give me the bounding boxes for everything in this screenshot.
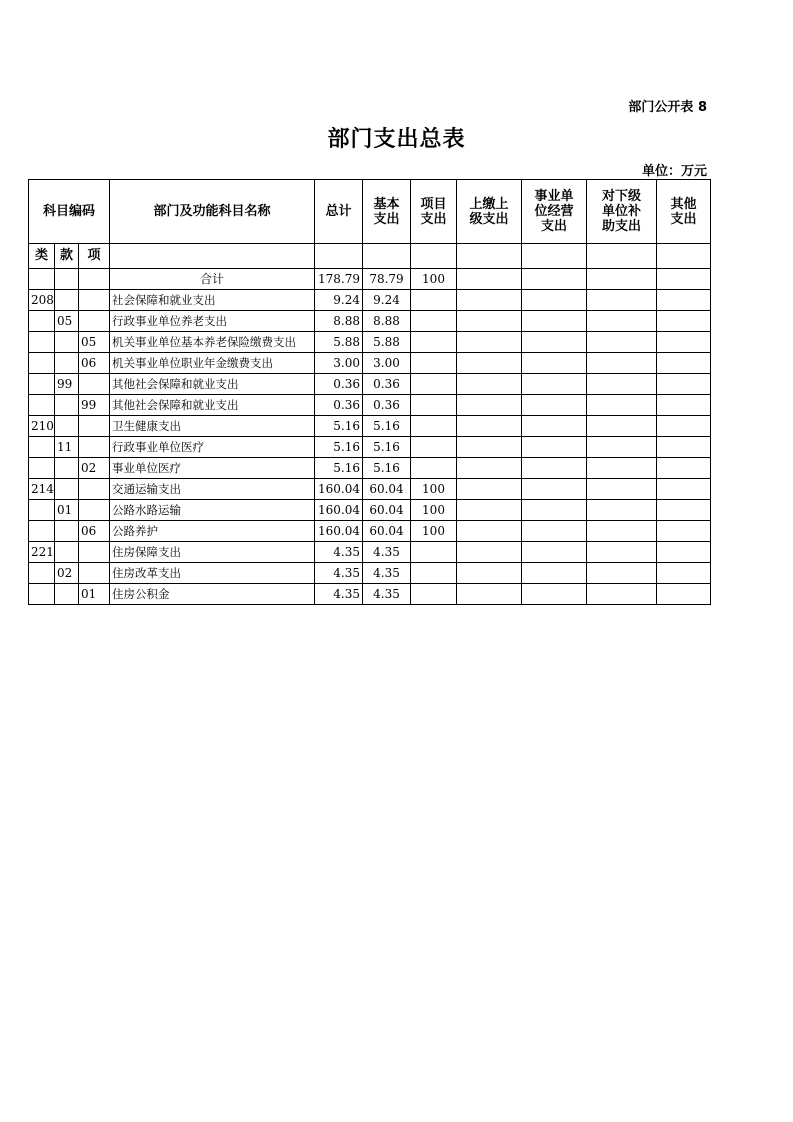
cell-upper (457, 269, 522, 290)
cell-other (657, 332, 711, 353)
cell-lei (29, 458, 55, 479)
cell-upper (457, 542, 522, 563)
cell-lei (29, 584, 55, 605)
subheader-empty (315, 244, 363, 269)
cell-project (411, 563, 457, 584)
cell-upper (457, 437, 522, 458)
cell-subsidy (587, 416, 657, 437)
table-row (29, 479, 711, 500)
cell-total: 4.35 (315, 563, 363, 584)
cell-lei: 210 (29, 416, 55, 437)
cell-basic: 0.36 (363, 374, 411, 395)
cell-total: 160.04 (315, 479, 363, 500)
cell-xiang: 02 (79, 458, 110, 479)
cell-basic: 60.04 (363, 479, 411, 500)
cell-other (657, 479, 711, 500)
cell-other (657, 353, 711, 374)
cell-xiang: 06 (79, 353, 110, 374)
cell-subsidy (587, 353, 657, 374)
cell-other (657, 269, 711, 290)
cell-basic: 5.16 (363, 458, 411, 479)
cell-project (411, 332, 457, 353)
cell-name: 行政事业单位养老支出 (110, 311, 315, 332)
cell-basic: 4.35 (363, 563, 411, 584)
cell-total: 4.35 (315, 542, 363, 563)
cell-xiang (79, 311, 110, 332)
cell-kuan: 05 (55, 311, 79, 332)
cell-xiang (79, 269, 110, 290)
cell-project (411, 353, 457, 374)
table-row (29, 437, 711, 458)
subheader-empty (522, 244, 587, 269)
cell-xiang (79, 479, 110, 500)
cell-project (411, 395, 457, 416)
cell-project (411, 374, 457, 395)
cell-basic: 5.16 (363, 416, 411, 437)
cell-subsidy (587, 395, 657, 416)
cell-xiang (79, 542, 110, 563)
cell-name: 住房保障支出 (110, 542, 315, 563)
cell-subsidy (587, 500, 657, 521)
cell-lei (29, 374, 55, 395)
cell-business (522, 332, 587, 353)
cell-business (522, 584, 587, 605)
cell-subsidy (587, 542, 657, 563)
cell-total: 0.36 (315, 395, 363, 416)
cell-upper (457, 500, 522, 521)
cell-basic: 0.36 (363, 395, 411, 416)
cell-business (522, 521, 587, 542)
cell-kuan: 02 (55, 563, 79, 584)
cell-basic: 5.88 (363, 332, 411, 353)
form-number: 部门公开表 8 (628, 100, 707, 115)
cell-business (522, 374, 587, 395)
cell-subsidy (587, 269, 657, 290)
cell-basic: 5.16 (363, 437, 411, 458)
cell-kuan (55, 332, 79, 353)
table-row (29, 332, 711, 353)
cell-kuan (55, 416, 79, 437)
table-row (29, 542, 711, 563)
cell-project (411, 290, 457, 311)
cell-business (522, 353, 587, 374)
table-row (29, 416, 711, 437)
cell-xiang: 01 (79, 584, 110, 605)
cell-project (411, 584, 457, 605)
table-row (29, 395, 711, 416)
cell-other (657, 542, 711, 563)
cell-upper (457, 332, 522, 353)
cell-other (657, 311, 711, 332)
cell-name: 交通运输支出 (110, 479, 315, 500)
header-row (29, 180, 711, 244)
cell-subsidy (587, 374, 657, 395)
cell-xiang (79, 437, 110, 458)
subheader-xiang: 项 (79, 244, 110, 269)
cell-total: 4.35 (315, 584, 363, 605)
cell-upper (457, 395, 522, 416)
table-row (29, 353, 711, 374)
cell-basic: 4.35 (363, 542, 411, 563)
cell-xiang: 05 (79, 332, 110, 353)
cell-total: 3.00 (315, 353, 363, 374)
cell-basic: 60.04 (363, 500, 411, 521)
cell-kuan: 01 (55, 500, 79, 521)
page-title: 部门支出总表 (327, 127, 466, 152)
cell-total: 178.79 (315, 269, 363, 290)
cell-kuan (55, 521, 79, 542)
cell-xiang (79, 500, 110, 521)
cell-total: 5.88 (315, 332, 363, 353)
cell-business (522, 311, 587, 332)
cell-total: 9.24 (315, 290, 363, 311)
cell-project: 100 (411, 521, 457, 542)
cell-basic: 3.00 (363, 353, 411, 374)
cell-lei (29, 332, 55, 353)
cell-basic: 78.79 (363, 269, 411, 290)
cell-upper (457, 458, 522, 479)
cell-upper (457, 374, 522, 395)
cell-kuan (55, 479, 79, 500)
cell-subsidy (587, 584, 657, 605)
cell-subsidy (587, 458, 657, 479)
cell-other (657, 437, 711, 458)
cell-subsidy (587, 290, 657, 311)
cell-other (657, 584, 711, 605)
cell-kuan: 11 (55, 437, 79, 458)
cell-name: 其他社会保障和就业支出 (110, 395, 315, 416)
cell-lei: 221 (29, 542, 55, 563)
cell-upper (457, 416, 522, 437)
cell-name: 公路养护 (110, 521, 315, 542)
cell-lei (29, 269, 55, 290)
cell-xiang (79, 416, 110, 437)
header-subsidy: 对下级 单位补 助支出 (587, 180, 657, 244)
cell-business (522, 563, 587, 584)
cell-kuan (55, 395, 79, 416)
cell-lei (29, 500, 55, 521)
header-total: 总计 (315, 180, 363, 244)
table-row (29, 584, 711, 605)
cell-xiang: 99 (79, 395, 110, 416)
table-row (29, 290, 711, 311)
cell-total: 160.04 (315, 500, 363, 521)
cell-kuan: 99 (55, 374, 79, 395)
header-business: 事业单 位经营 支出 (522, 180, 587, 244)
header-upper: 上缴上 级支出 (457, 180, 522, 244)
cell-upper (457, 521, 522, 542)
cell-name: 住房公积金 (110, 584, 315, 605)
cell-basic: 4.35 (363, 584, 411, 605)
cell-upper (457, 290, 522, 311)
cell-total: 0.36 (315, 374, 363, 395)
cell-kuan (55, 458, 79, 479)
subheader-empty (587, 244, 657, 269)
cell-name: 行政事业单位医疗 (110, 437, 315, 458)
table-row (29, 521, 711, 542)
cell-business (522, 458, 587, 479)
cell-upper (457, 563, 522, 584)
cell-lei (29, 437, 55, 458)
table-row (29, 269, 711, 290)
cell-project (411, 458, 457, 479)
cell-basic: 8.88 (363, 311, 411, 332)
cell-business (522, 479, 587, 500)
cell-other (657, 395, 711, 416)
cell-project: 100 (411, 479, 457, 500)
cell-name: 住房改革支出 (110, 563, 315, 584)
cell-total: 5.16 (315, 458, 363, 479)
cell-subsidy (587, 479, 657, 500)
header-subject-code: 科目编码 (29, 180, 110, 244)
cell-subsidy (587, 332, 657, 353)
table-row (29, 374, 711, 395)
cell-kuan (55, 542, 79, 563)
cell-business (522, 269, 587, 290)
cell-business (522, 395, 587, 416)
cell-xiang: 06 (79, 521, 110, 542)
cell-upper (457, 584, 522, 605)
cell-lei: 214 (29, 479, 55, 500)
table-row (29, 458, 711, 479)
cell-name: 事业单位医疗 (110, 458, 315, 479)
subheader-empty (411, 244, 457, 269)
cell-other (657, 563, 711, 584)
cell-name: 机关事业单位基本养老保险缴费支出 (110, 332, 315, 353)
cell-lei (29, 353, 55, 374)
header-basic: 基本 支出 (363, 180, 411, 244)
cell-total: 5.16 (315, 437, 363, 458)
cell-name: 其他社会保障和就业支出 (110, 374, 315, 395)
cell-lei (29, 521, 55, 542)
subheader-lei: 类 (29, 244, 55, 269)
cell-total: 8.88 (315, 311, 363, 332)
subheader-empty (457, 244, 522, 269)
cell-name: 卫生健康支出 (110, 416, 315, 437)
cell-subsidy (587, 311, 657, 332)
unit-label: 单位：万元 (641, 164, 707, 179)
cell-lei: 208 (29, 290, 55, 311)
header-project: 项目 支出 (411, 180, 457, 244)
cell-upper (457, 353, 522, 374)
table-row (29, 500, 711, 521)
table-row (29, 563, 711, 584)
subheader-kuan: 款 (55, 244, 79, 269)
cell-project: 100 (411, 500, 457, 521)
cell-name: 机关事业单位职业年金缴费支出 (110, 353, 315, 374)
cell-lei (29, 395, 55, 416)
subheader-row (29, 244, 711, 269)
cell-kuan (55, 353, 79, 374)
header-other: 其他 支出 (657, 180, 711, 244)
cell-other (657, 500, 711, 521)
cell-business (522, 542, 587, 563)
cell-total: 160.04 (315, 521, 363, 542)
cell-project (411, 437, 457, 458)
cell-lei (29, 563, 55, 584)
cell-xiang (79, 563, 110, 584)
subheader-empty (110, 244, 315, 269)
cell-other (657, 290, 711, 311)
cell-name: 社会保障和就业支出 (110, 290, 315, 311)
cell-name: 合计 (110, 269, 315, 290)
expenditure-table (28, 179, 711, 605)
cell-upper (457, 479, 522, 500)
subheader-empty (363, 244, 411, 269)
cell-kuan (55, 269, 79, 290)
cell-kuan (55, 290, 79, 311)
cell-business (522, 290, 587, 311)
cell-name: 公路水路运输 (110, 500, 315, 521)
cell-lei (29, 311, 55, 332)
cell-subsidy (587, 521, 657, 542)
cell-other (657, 374, 711, 395)
cell-other (657, 416, 711, 437)
cell-total: 5.16 (315, 416, 363, 437)
cell-kuan (55, 584, 79, 605)
cell-basic: 60.04 (363, 521, 411, 542)
cell-business (522, 500, 587, 521)
table-row (29, 311, 711, 332)
cell-project (411, 311, 457, 332)
cell-xiang (79, 374, 110, 395)
cell-upper (457, 311, 522, 332)
cell-other (657, 458, 711, 479)
cell-xiang (79, 290, 110, 311)
cell-business (522, 437, 587, 458)
cell-project (411, 416, 457, 437)
cell-subsidy (587, 563, 657, 584)
cell-project: 100 (411, 269, 457, 290)
cell-basic: 9.24 (363, 290, 411, 311)
subheader-empty (657, 244, 711, 269)
cell-subsidy (587, 437, 657, 458)
cell-project (411, 542, 457, 563)
cell-business (522, 416, 587, 437)
header-name: 部门及功能科目名称 (110, 180, 315, 244)
cell-other (657, 521, 711, 542)
